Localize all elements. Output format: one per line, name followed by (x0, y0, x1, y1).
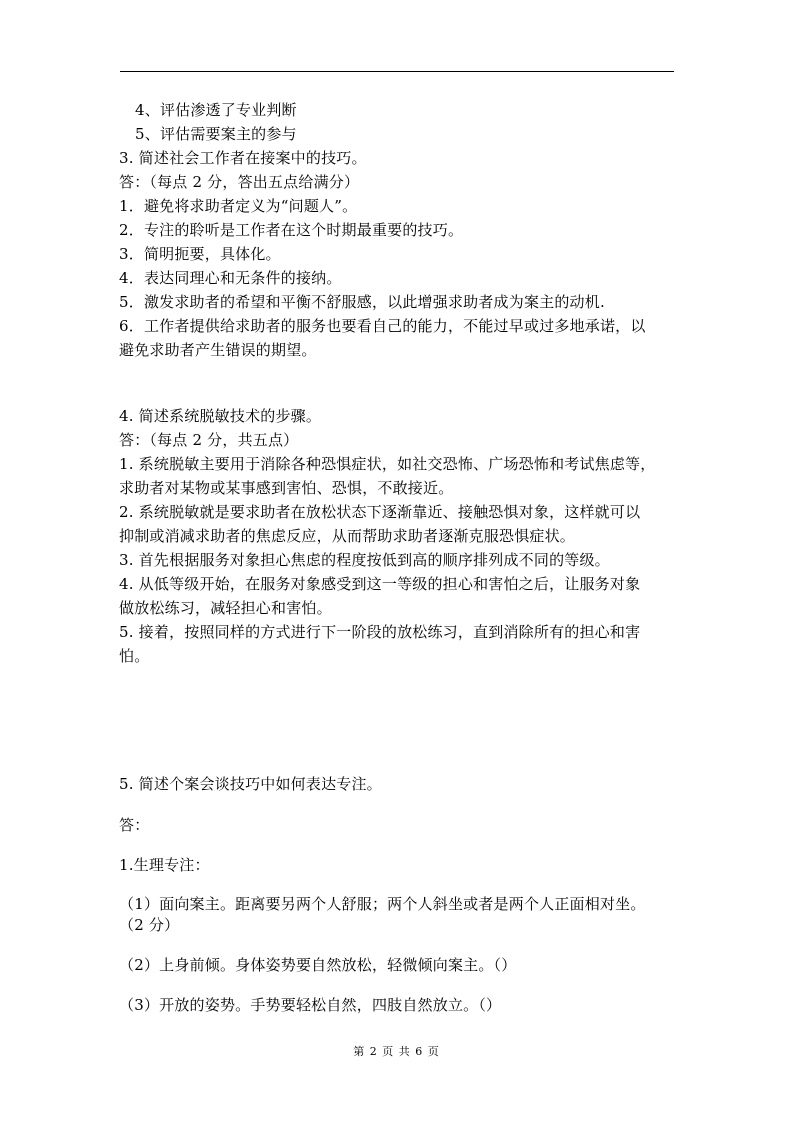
text-line: 怕。 (119, 647, 150, 665)
text-line: 5、评估需要案主的参与 (135, 125, 297, 143)
question-heading: 5. 简述个案会谈技巧中如何表达专注。 (119, 775, 382, 793)
text-line: 避免求助者产生错误的期望。 (119, 341, 317, 359)
question-heading: 4. 简述系统脱敏技术的步骤。 (119, 407, 322, 425)
text-line: 1. 系统脱敏主要用于消除各种恐惧症状，如社交恐怖、广场恐怖和考试焦虑等， (119, 455, 656, 473)
answer-label: 答：（每点 2 分，答出五点给满分） (119, 173, 360, 191)
text-line: 3. 首先根据服务对象担心焦虑的程度按低到高的顺序排列成不同的等级。 (119, 551, 610, 569)
page-footer: 第 2 页 共 6 页 (353, 1045, 440, 1058)
text-line: 求助者对某物或某事感到害怕、恐惧，不敢接近。 (119, 479, 454, 497)
text-line: 6．工作者提供给求助者的服务也要看自己的能力，不能过早或过多地承诺，以 (119, 317, 646, 335)
text-line: （2）上身前倾。身体姿势要自然放松，轻微倾向案主。（） (119, 956, 517, 974)
text-line: 5. 接着，按照同样的方式进行下一阶段的放松练习，直到消除所有的担心和害 (119, 623, 641, 641)
text-line: 4．表达同理心和无条件的接纳。 (119, 269, 342, 287)
text-line: 4、评估渗透了专业判断 (135, 101, 297, 119)
text-line: 1.生理专注： (119, 856, 210, 874)
text-line: 1．避免将求助者定义为“问题人”。 (119, 197, 358, 215)
answer-label: 答： (119, 816, 150, 834)
text-line: 5．激发求助者的希望和平衡不舒服感，以此增强求助者成为案主的动机. (119, 293, 605, 311)
question-heading: 3. 简述社会工作者在接案中的技巧。 (119, 149, 367, 167)
text-line: （3）开放的姿势。手势要轻松自然，四肢自然放立。（） (119, 996, 502, 1014)
text-line: 3．简明扼要，具体化。 (119, 245, 281, 263)
text-line: 抑制或消减求助者的焦虑反应，从而帮助求助者逐渐克服恐惧症状。 (119, 527, 576, 545)
text-line: （2 分） (119, 916, 180, 934)
text-line: 2. 系统脱敏就是要求助者在放松状态下逐渐靠近、接触恐惧对象，这样就可以 (119, 503, 641, 521)
text-line: 做放松练习，减轻担心和害怕。 (119, 599, 332, 617)
text-line: 4. 从低等级开始，在服务对象感受到这一等级的担心和害怕之后，让服务对象 (119, 575, 641, 593)
text-line: 2．专注的聆听是工作者在这个时期最重要的技巧。 (119, 221, 464, 239)
text-line: （1）面向案主。距离要另两个人舒服；两个人斜坐或者是两个人正面相对坐。 (119, 895, 646, 913)
answer-label: 答：（每点 2 分，共五点） (119, 431, 299, 449)
header-rule (120, 71, 674, 72)
